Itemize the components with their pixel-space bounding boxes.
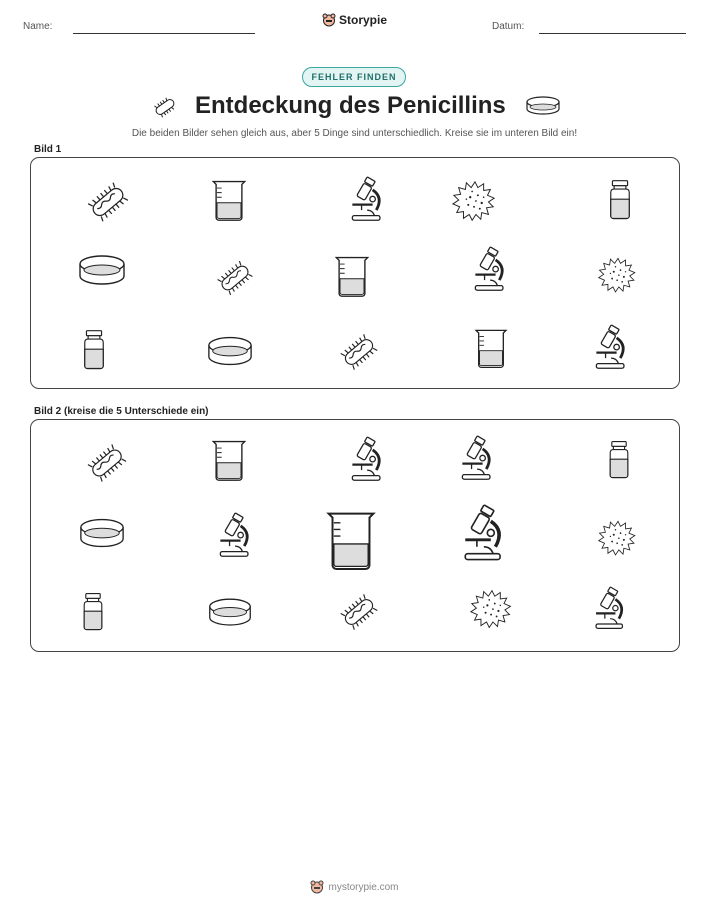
bacterium-icon[interactable] <box>337 590 381 634</box>
microscope-icon <box>589 324 635 372</box>
petri-dish-icon <box>203 328 257 376</box>
beaker-icon <box>206 436 252 484</box>
microscope-icon <box>589 324 635 372</box>
vial-icon[interactable] <box>73 588 113 636</box>
footer <box>0 880 709 894</box>
petri-dish-icon <box>76 246 128 296</box>
bacterium-icon <box>337 330 381 374</box>
microscope-icon[interactable] <box>589 584 633 634</box>
mold-spore-icon[interactable] <box>597 518 639 560</box>
microscope-icon <box>589 584 633 634</box>
vial-icon <box>599 176 641 224</box>
bacterium-icon <box>84 178 132 226</box>
bacterium-icon <box>337 330 381 374</box>
beaker-icon <box>329 250 375 302</box>
bacterium-icon <box>84 440 130 486</box>
bacterium-icon <box>152 96 178 118</box>
microscope-icon <box>345 176 391 224</box>
picture1-panel <box>30 157 680 389</box>
mold-spore-icon <box>597 254 639 298</box>
beaker-icon <box>469 324 513 372</box>
date-field[interactable] <box>539 33 686 34</box>
petri-dish-icon <box>525 94 561 118</box>
mold-spore-icon <box>469 586 515 634</box>
microscope-icon <box>345 176 391 224</box>
vial-icon[interactable] <box>599 436 639 484</box>
bacterium-icon <box>337 590 381 634</box>
vial-icon <box>599 436 639 484</box>
microscope-icon <box>456 498 514 570</box>
beaker-icon <box>329 250 375 302</box>
vial-icon <box>73 588 113 636</box>
microscope-icon <box>455 434 501 484</box>
worksheet-type-badge: FEHLER FINDEN <box>302 67 406 87</box>
storypie-logo-icon <box>310 880 324 894</box>
petri-dish-icon[interactable] <box>203 590 257 636</box>
title-row <box>0 92 709 124</box>
picture1-label: Bild 1 <box>34 144 62 155</box>
microscope-icon <box>213 510 259 562</box>
instructions: Die beiden Bilder sehen gleich aus, aber 5 Dinge sind unterschiedlich. Kreise sie im unteren Bild ein! <box>131 128 578 139</box>
brand <box>322 13 387 27</box>
beaker-icon <box>206 176 252 224</box>
picture2-panel[interactable] <box>30 419 680 652</box>
picture2-label: Bild 2 (kreise die 5 Unterschiede ein) <box>34 406 209 417</box>
bacterium-icon <box>214 256 256 300</box>
mold-spore-icon <box>451 178 499 226</box>
microscope-icon[interactable] <box>213 510 259 562</box>
vial-icon <box>599 176 641 224</box>
brand-name: Storypie <box>339 13 388 27</box>
mold-spore-icon <box>451 178 499 226</box>
page-title: Entdeckung des Penicillins <box>195 92 506 119</box>
beaker-icon <box>318 506 384 574</box>
vial-icon <box>73 326 115 374</box>
mold-spore-icon <box>597 518 639 560</box>
bacterium-icon <box>214 256 256 300</box>
name-field[interactable] <box>73 33 255 34</box>
beaker-icon <box>206 176 252 224</box>
microscope-icon[interactable] <box>456 498 514 570</box>
mold-spore-icon <box>597 254 639 298</box>
mold-spore-icon[interactable] <box>469 586 515 634</box>
petri-dish-icon[interactable] <box>76 510 128 558</box>
microscope-icon <box>345 436 391 484</box>
bacterium-icon[interactable] <box>84 440 130 486</box>
footer-url: mystorypie.com <box>328 881 399 893</box>
microscope-icon <box>468 244 514 296</box>
petri-dish-icon <box>203 328 257 376</box>
beaker-icon[interactable] <box>206 436 252 484</box>
name-label: Name: <box>23 21 53 32</box>
petri-dish-icon <box>76 510 128 558</box>
beaker-icon <box>469 324 513 372</box>
microscope-icon[interactable] <box>455 434 501 484</box>
microscope-icon <box>468 244 514 296</box>
petri-dish-icon <box>203 590 257 636</box>
storypie-logo-icon <box>322 13 336 27</box>
beaker-icon[interactable] <box>318 506 384 574</box>
bacterium-icon <box>84 178 132 226</box>
microscope-icon[interactable] <box>345 436 391 484</box>
worksheet-header <box>0 0 709 40</box>
petri-dish-icon <box>76 246 128 296</box>
date-label: Datum: <box>492 21 525 32</box>
vial-icon <box>73 326 115 374</box>
